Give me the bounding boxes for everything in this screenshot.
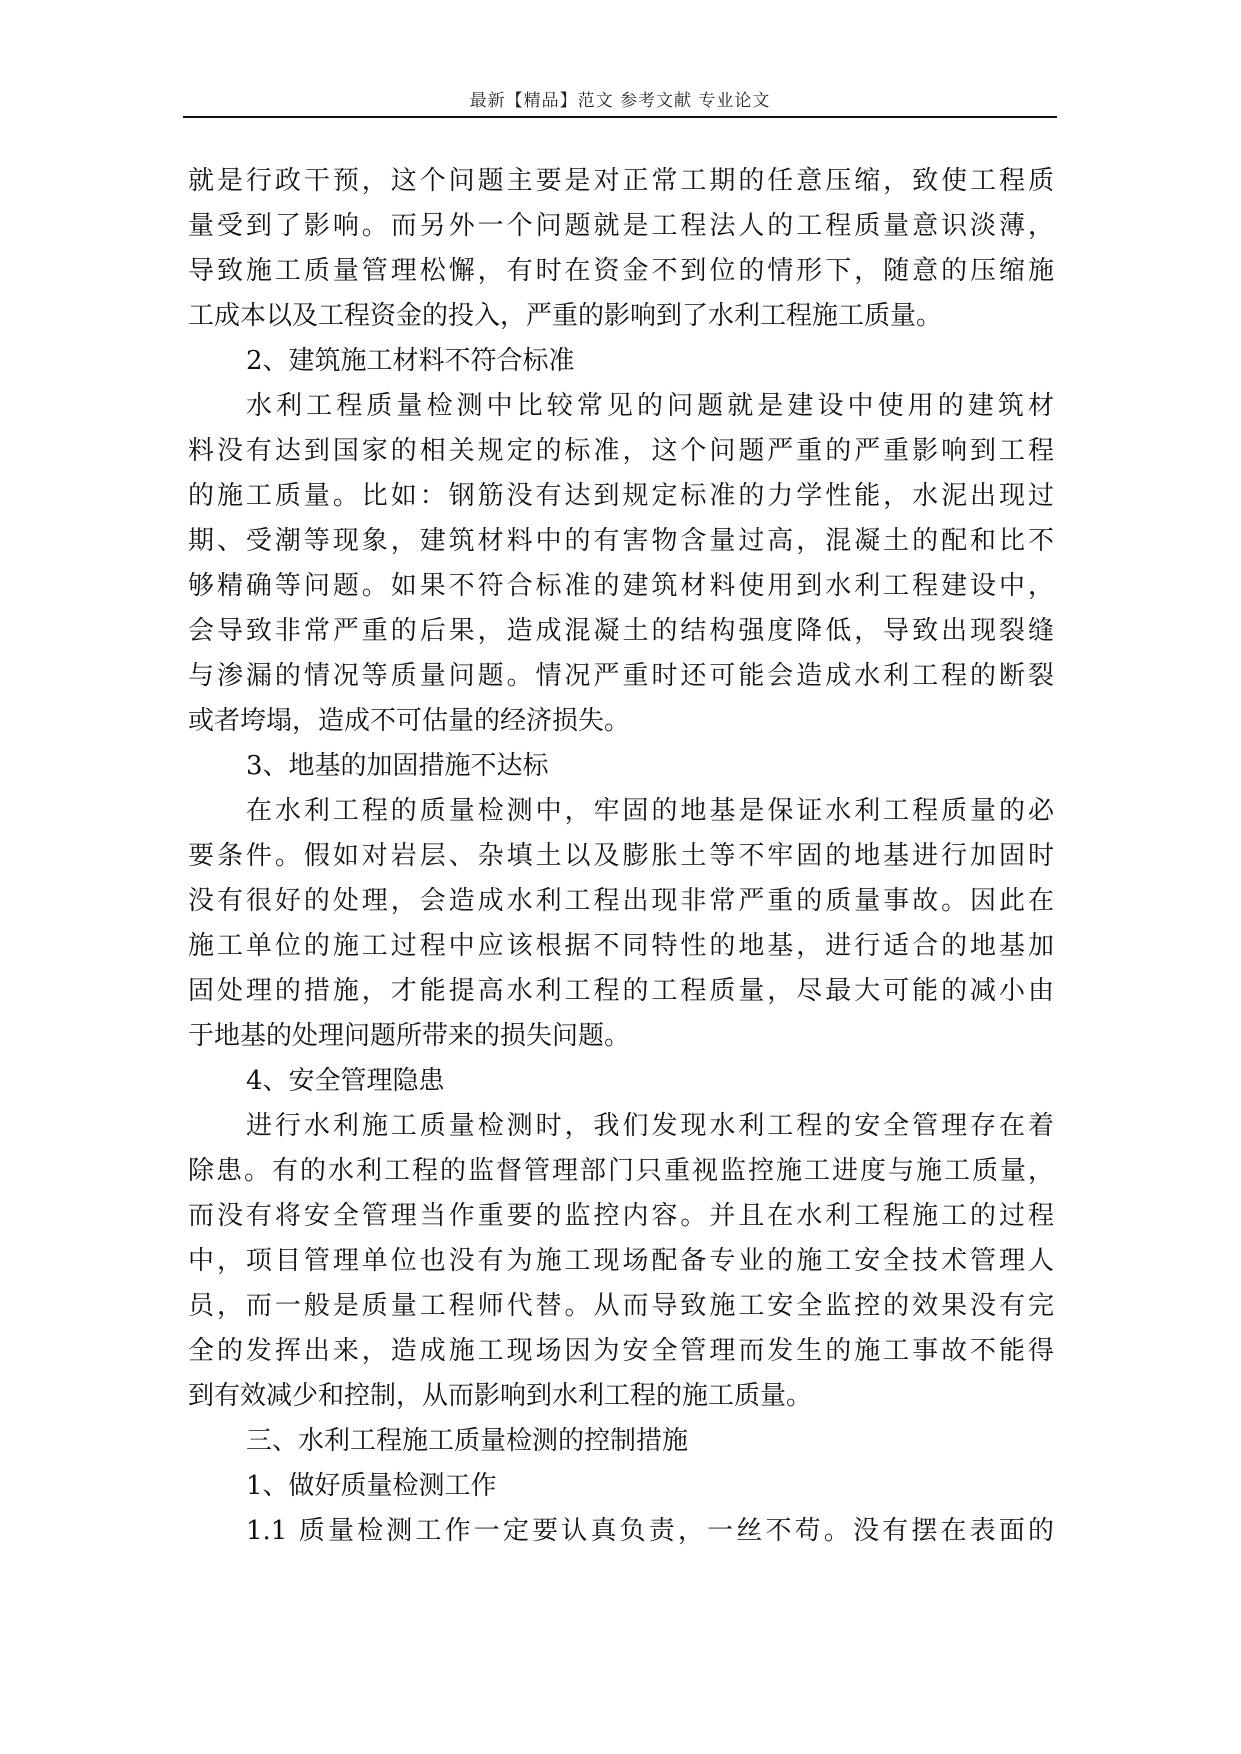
paragraph-line: 工成本以及工程资金的投入，严重的影响到了水利工程施工质量。 bbox=[188, 301, 943, 331]
header-divider bbox=[183, 116, 1057, 118]
section-heading: 3、地基的加固措施不达标 bbox=[246, 751, 549, 781]
page-header: 最新【精品】范文 参考文献 专业论文 bbox=[469, 91, 771, 111]
paragraph-line: 1.1 质量检测工作一定要认真负责，一丝不苟。没有摆在表面的 bbox=[246, 1516, 1054, 1546]
section-heading: 三、水利工程施工质量检测的控制措施 bbox=[246, 1426, 689, 1456]
paragraph-line: 而没有将安全管理当作重要的监控内容。并且在水利工程施工的过程 bbox=[188, 1201, 1054, 1231]
paragraph-line: 量受到了影响。而另外一个问题就是工程法人的工程质量意识淡薄， bbox=[188, 211, 1054, 241]
section-heading: 2、建筑施工材料不符合标准 bbox=[246, 346, 575, 376]
paragraph-line: 导致施工质量管理松懈，有时在资金不到位的情形下，随意的压缩施 bbox=[188, 256, 1054, 286]
paragraph-line: 员，而一般是质量工程师代替。从而导致施工安全监控的效果没有完 bbox=[188, 1291, 1054, 1321]
paragraph-line: 于地基的处理问题所带来的损失问题。 bbox=[188, 1021, 631, 1051]
paragraph-line: 全的发挥出来，造成施工现场因为安全管理而发生的施工事故不能得 bbox=[188, 1336, 1054, 1366]
paragraph-line: 期、受潮等现象，建筑材料中的有害物含量过高，混凝土的配和比不 bbox=[188, 526, 1054, 556]
paragraph-line: 进行水利施工质量检测时，我们发现水利工程的安全管理存在着 bbox=[246, 1111, 1054, 1141]
paragraph-line: 与渗漏的情况等质量问题。情况严重时还可能会造成水利工程的断裂 bbox=[188, 661, 1054, 691]
paragraph-line: 在水利工程的质量检测中，牢固的地基是保证水利工程质量的必 bbox=[246, 796, 1054, 826]
paragraph-line: 够精确等问题。如果不符合标准的建筑材料使用到水利工程建设中， bbox=[188, 571, 1054, 601]
paragraph-line: 就是行政干预，这个问题主要是对正常工期的任意压缩，致使工程质 bbox=[188, 166, 1054, 196]
paragraph-line: 没有很好的处理，会造成水利工程出现非常严重的质量事故。因此在 bbox=[188, 886, 1054, 916]
paragraph-line: 的施工质量。比如：钢筋没有达到规定标准的力学性能，水泥出现过 bbox=[188, 481, 1054, 511]
paragraph-line: 或者垮塌，造成不可估量的经济损失。 bbox=[188, 706, 631, 736]
paragraph-line: 除患。有的水利工程的监督管理部门只重视监控施工进度与施工质量， bbox=[188, 1156, 1054, 1186]
paragraph-line: 水利工程质量检测中比较常见的问题就是建设中使用的建筑材 bbox=[246, 391, 1054, 421]
document-body bbox=[188, 159, 1054, 1554]
paragraph-line: 会导致非常严重的后果，造成混凝土的结构强度降低，导致出现裂缝 bbox=[188, 616, 1054, 646]
paragraph-line: 料没有达到国家的相关规定的标准，这个问题严重的严重影响到工程 bbox=[188, 436, 1054, 466]
paragraph-line: 要条件。假如对岩层、杂填土以及膨胀土等不牢固的地基进行加固时 bbox=[188, 841, 1054, 871]
paragraph-line: 施工单位的施工过程中应该根据不同特性的地基，进行适合的地基加 bbox=[188, 931, 1054, 961]
paragraph-line: 到有效减少和控制，从而影响到水利工程的施工质量。 bbox=[188, 1381, 813, 1411]
paragraph-line: 固处理的措施，才能提高水利工程的工程质量，尽最大可能的减小由 bbox=[188, 976, 1054, 1006]
paragraph-line: 中，项目管理单位也没有为施工现场配备专业的施工安全技术管理人 bbox=[188, 1246, 1054, 1276]
section-heading: 4、安全管理隐患 bbox=[246, 1066, 445, 1096]
section-heading: 1、做好质量检测工作 bbox=[246, 1471, 497, 1501]
